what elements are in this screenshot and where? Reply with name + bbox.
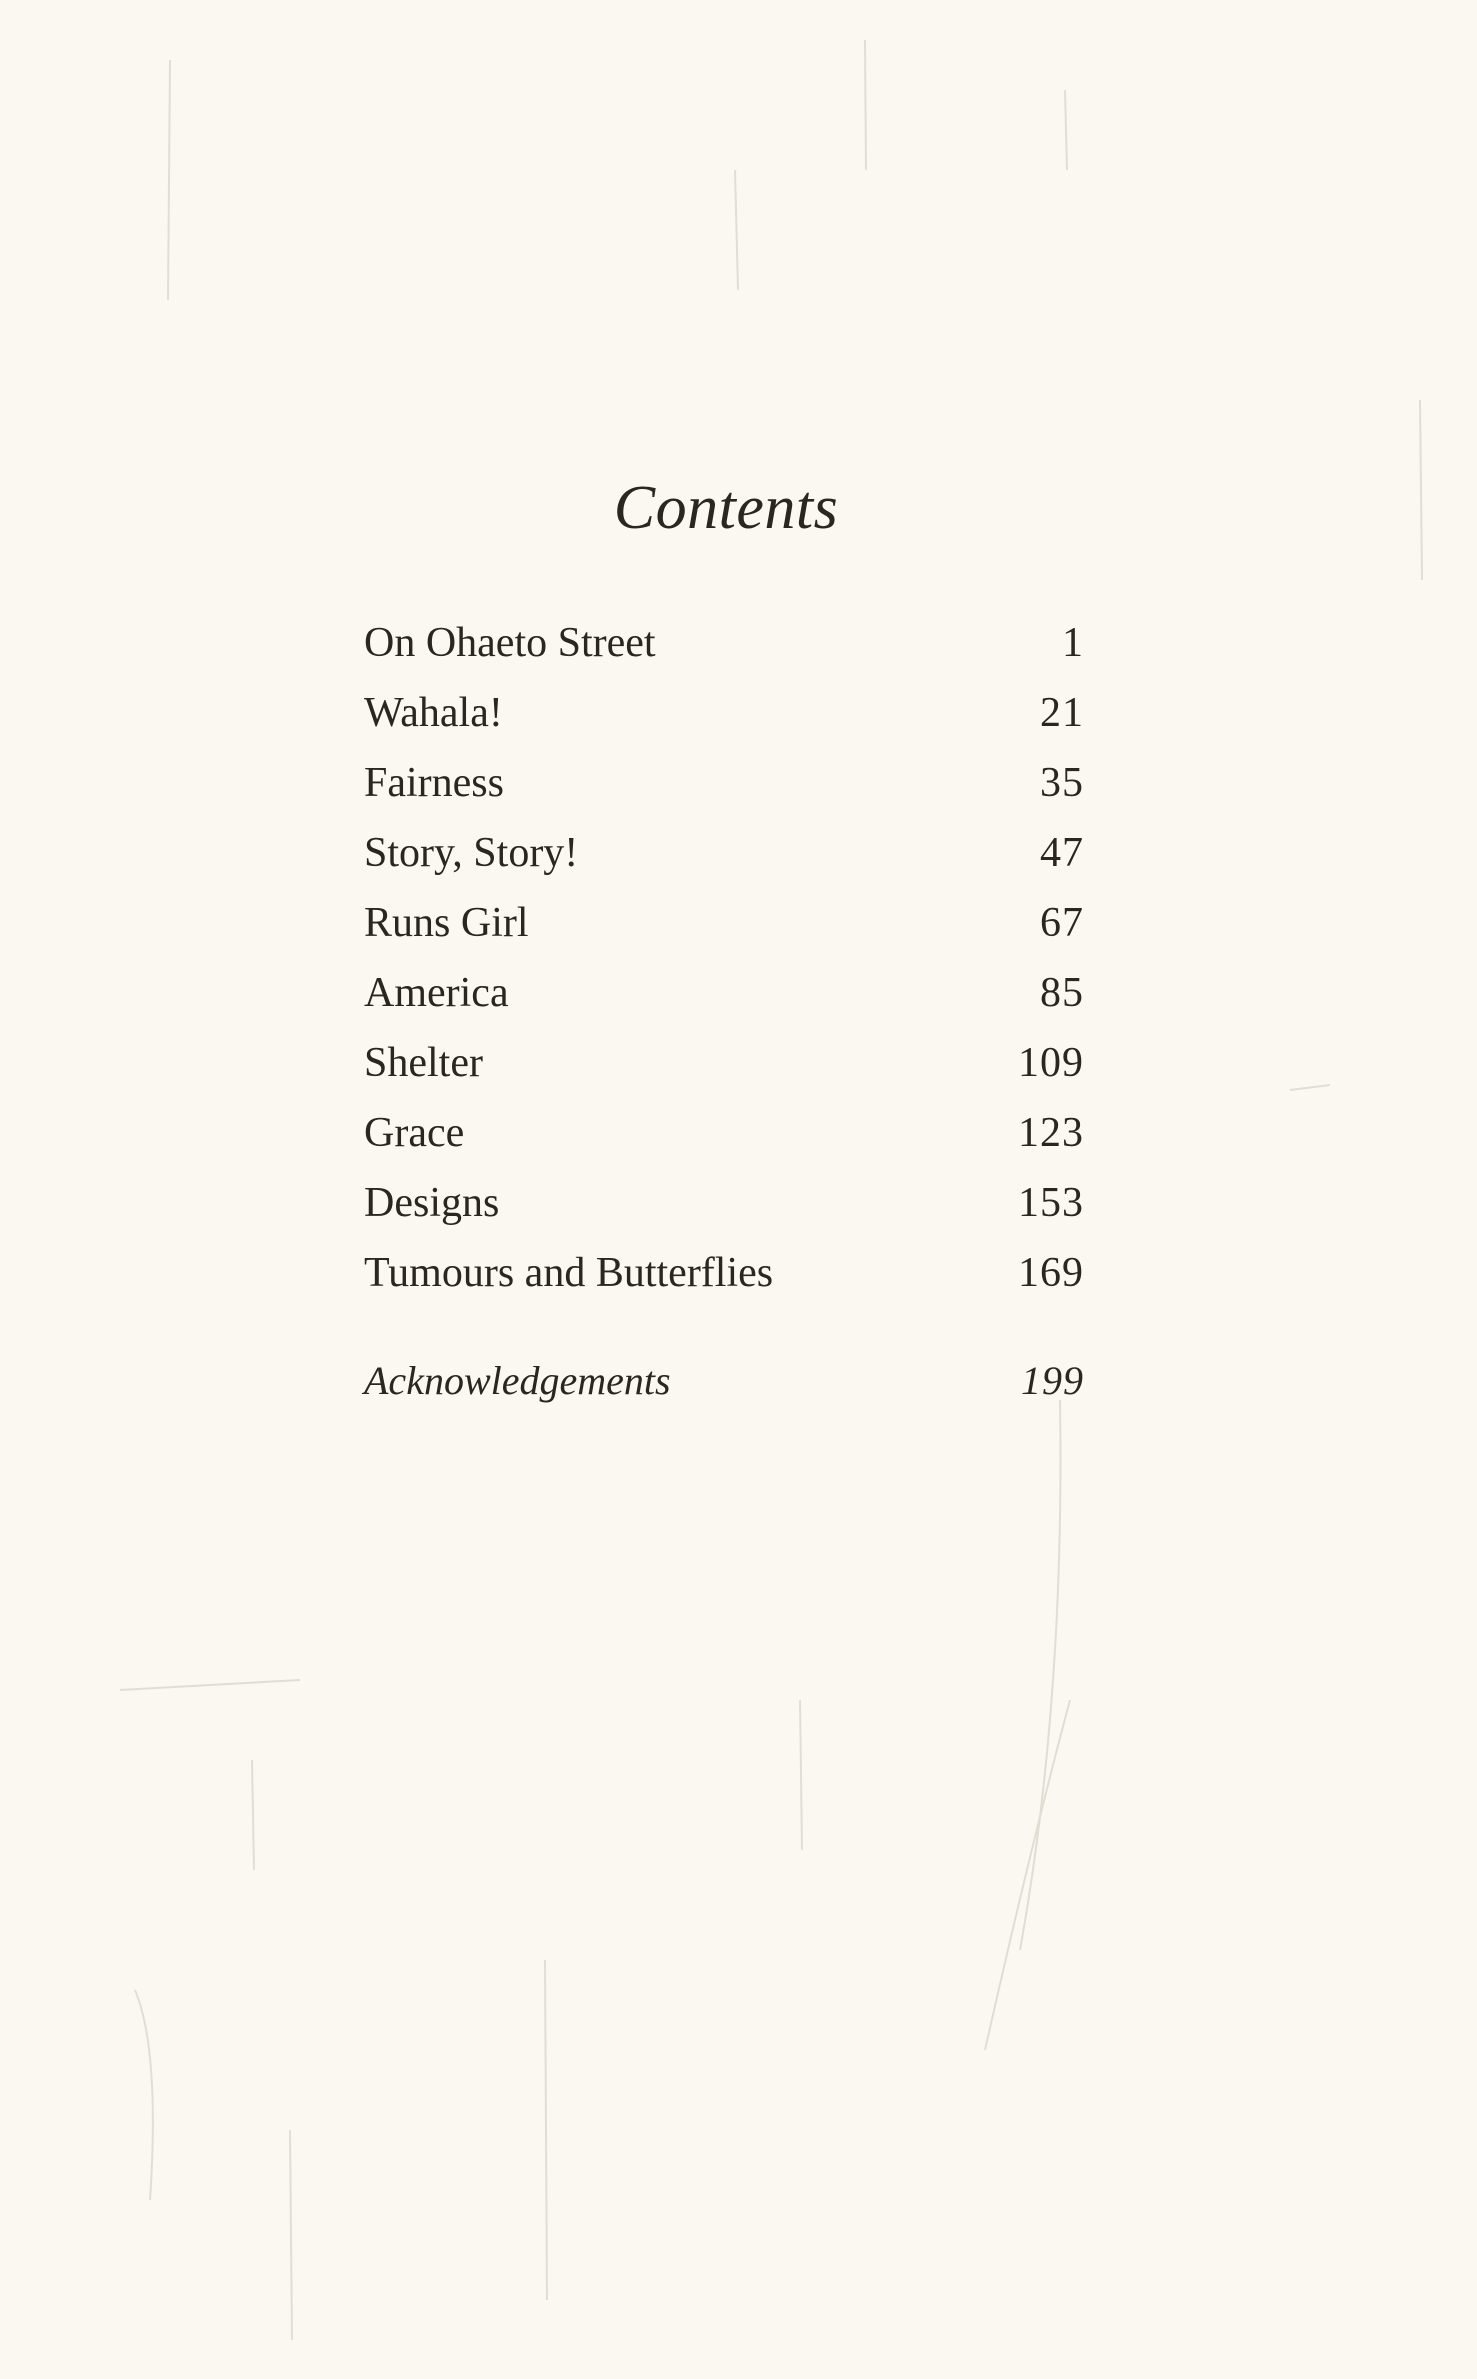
toc-entry[interactable] — [364, 1028, 1084, 1098]
toc-entry-page: 47 — [1040, 830, 1084, 876]
table-of-contents — [364, 608, 1084, 1416]
toc-entry-title: America — [364, 970, 509, 1016]
toc-entry-page: 35 — [1040, 760, 1084, 806]
toc-entry-title: Acknowledgements — [364, 1358, 671, 1403]
toc-entry-page: 153 — [1018, 1180, 1084, 1226]
toc-entry-title: Fairness — [364, 760, 504, 806]
toc-entry[interactable] — [364, 748, 1084, 818]
toc-entry-title: Shelter — [364, 1040, 483, 1086]
toc-entry-page: 109 — [1018, 1040, 1084, 1086]
toc-entry[interactable] — [364, 1238, 1084, 1308]
toc-entry-title: Wahala! — [364, 690, 503, 736]
toc-spacer — [364, 1308, 1084, 1346]
toc-entry-page: 67 — [1040, 900, 1084, 946]
toc-entry-title: Story, Story! — [364, 830, 579, 876]
toc-entry[interactable] — [364, 1168, 1084, 1238]
toc-entry-back-matter[interactable] — [364, 1346, 1084, 1416]
toc-entry[interactable] — [364, 678, 1084, 748]
page-title: Contents — [613, 474, 839, 542]
toc-entry-page: 169 — [1018, 1250, 1084, 1296]
toc-entry[interactable] — [364, 958, 1084, 1028]
toc-entry-title: Designs — [364, 1180, 500, 1226]
toc-entry-page: 85 — [1040, 970, 1084, 1016]
toc-entry[interactable] — [364, 888, 1084, 958]
toc-entry-title: Grace — [364, 1110, 465, 1156]
toc-entry-page: 199 — [1021, 1358, 1084, 1403]
toc-entry-title: Tumours and Butterflies — [364, 1250, 774, 1296]
toc-entry-page: 21 — [1040, 690, 1084, 736]
toc-entry[interactable] — [364, 818, 1084, 888]
toc-entry-page: 123 — [1018, 1110, 1084, 1156]
toc-entry-page: 1 — [1062, 620, 1084, 666]
toc-entry[interactable] — [364, 608, 1084, 678]
toc-entry-title: On Ohaeto Street — [364, 620, 656, 666]
toc-entry-title: Runs Girl — [364, 900, 529, 946]
toc-entry[interactable] — [364, 1098, 1084, 1168]
